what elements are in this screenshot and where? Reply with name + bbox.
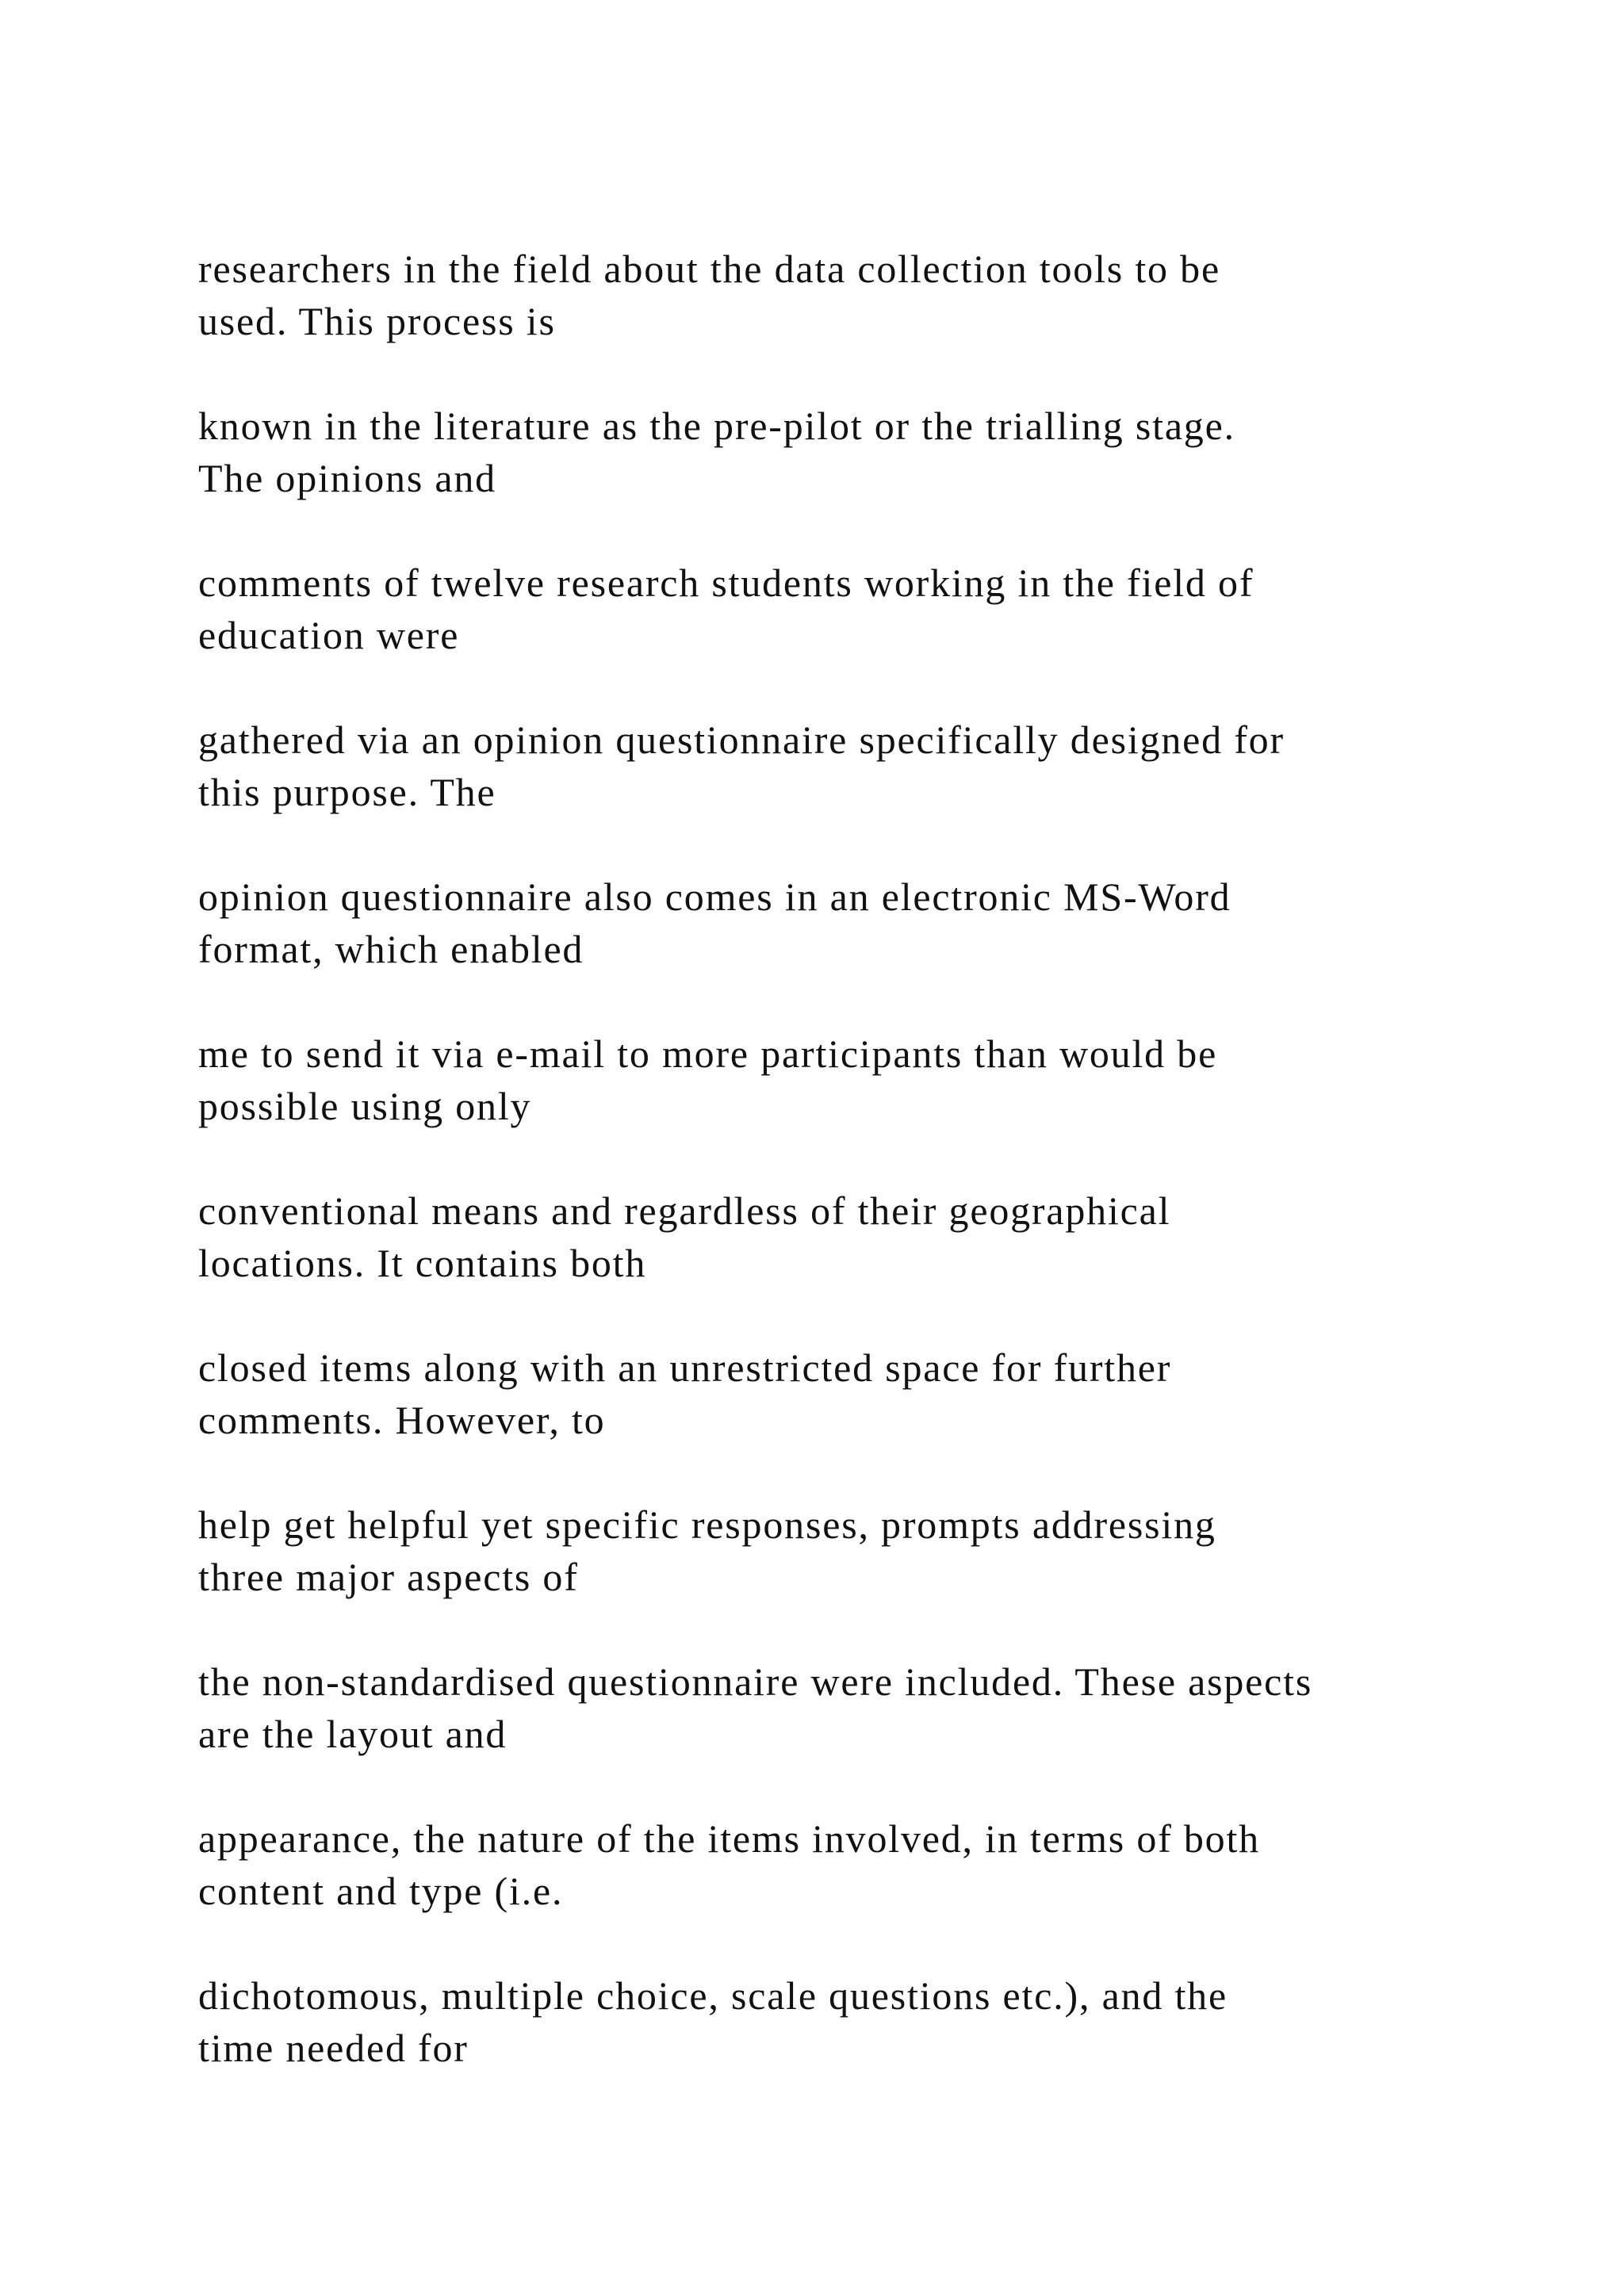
text-line: content and type (i.e. [198, 1869, 564, 1913]
paragraph [198, 243, 1499, 347]
text-line: education were [198, 613, 460, 657]
paragraph [198, 1655, 1499, 1760]
text-line: opinion questionnaire also comes in an electronic MS-Word [198, 874, 1231, 919]
text-line: help get helpful yet specific responses, prompts addressing [198, 1502, 1216, 1547]
text-line: comments of twelve research students working in the field of [198, 561, 1254, 605]
text-line: researchers in the field about the data collection tools to be [198, 247, 1220, 291]
text-line: me to send it via e-mail to more participants than would be [198, 1031, 1218, 1076]
body-text [198, 243, 1499, 2126]
text-line: the non-standardised questionnaire were included. These aspects [198, 1659, 1313, 1704]
text-line: gathered via an opinion questionnaire specifically designed for [198, 718, 1285, 762]
text-line: possible using only [198, 1084, 532, 1128]
paragraph [198, 400, 1499, 504]
text-line: are the layout and [198, 1712, 508, 1756]
text-line: three major aspects of [198, 1555, 579, 1599]
text-line: this purpose. The [198, 770, 496, 814]
text-line: used. This process is [198, 299, 556, 343]
text-line: time needed for [198, 2026, 469, 2070]
text-line: comments. However, to [198, 1398, 606, 1442]
paragraph [198, 1341, 1499, 1446]
text-line: dichotomous, multiple choice, scale questions etc.), and the [198, 1973, 1228, 2018]
paragraph [198, 714, 1499, 818]
paragraph [198, 1812, 1499, 1917]
text-line: known in the literature as the pre-pilot or the trialling stage. [198, 404, 1235, 448]
paragraph [198, 871, 1499, 975]
text-line: conventional means and regardless of their geographical [198, 1188, 1171, 1233]
text-line: The opinions and [198, 456, 496, 500]
text-line: locations. It contains both [198, 1241, 647, 1285]
text-line: format, which enabled [198, 927, 584, 971]
paragraph [198, 1184, 1499, 1289]
paragraph [198, 1498, 1499, 1603]
text-line: appearance, the nature of the items involved, in terms of both [198, 1816, 1260, 1861]
paragraph [198, 1969, 1499, 2074]
text-line: closed items along with an unrestricted space for further [198, 1345, 1172, 1390]
paragraph [198, 557, 1499, 661]
paragraph [198, 1027, 1499, 1132]
